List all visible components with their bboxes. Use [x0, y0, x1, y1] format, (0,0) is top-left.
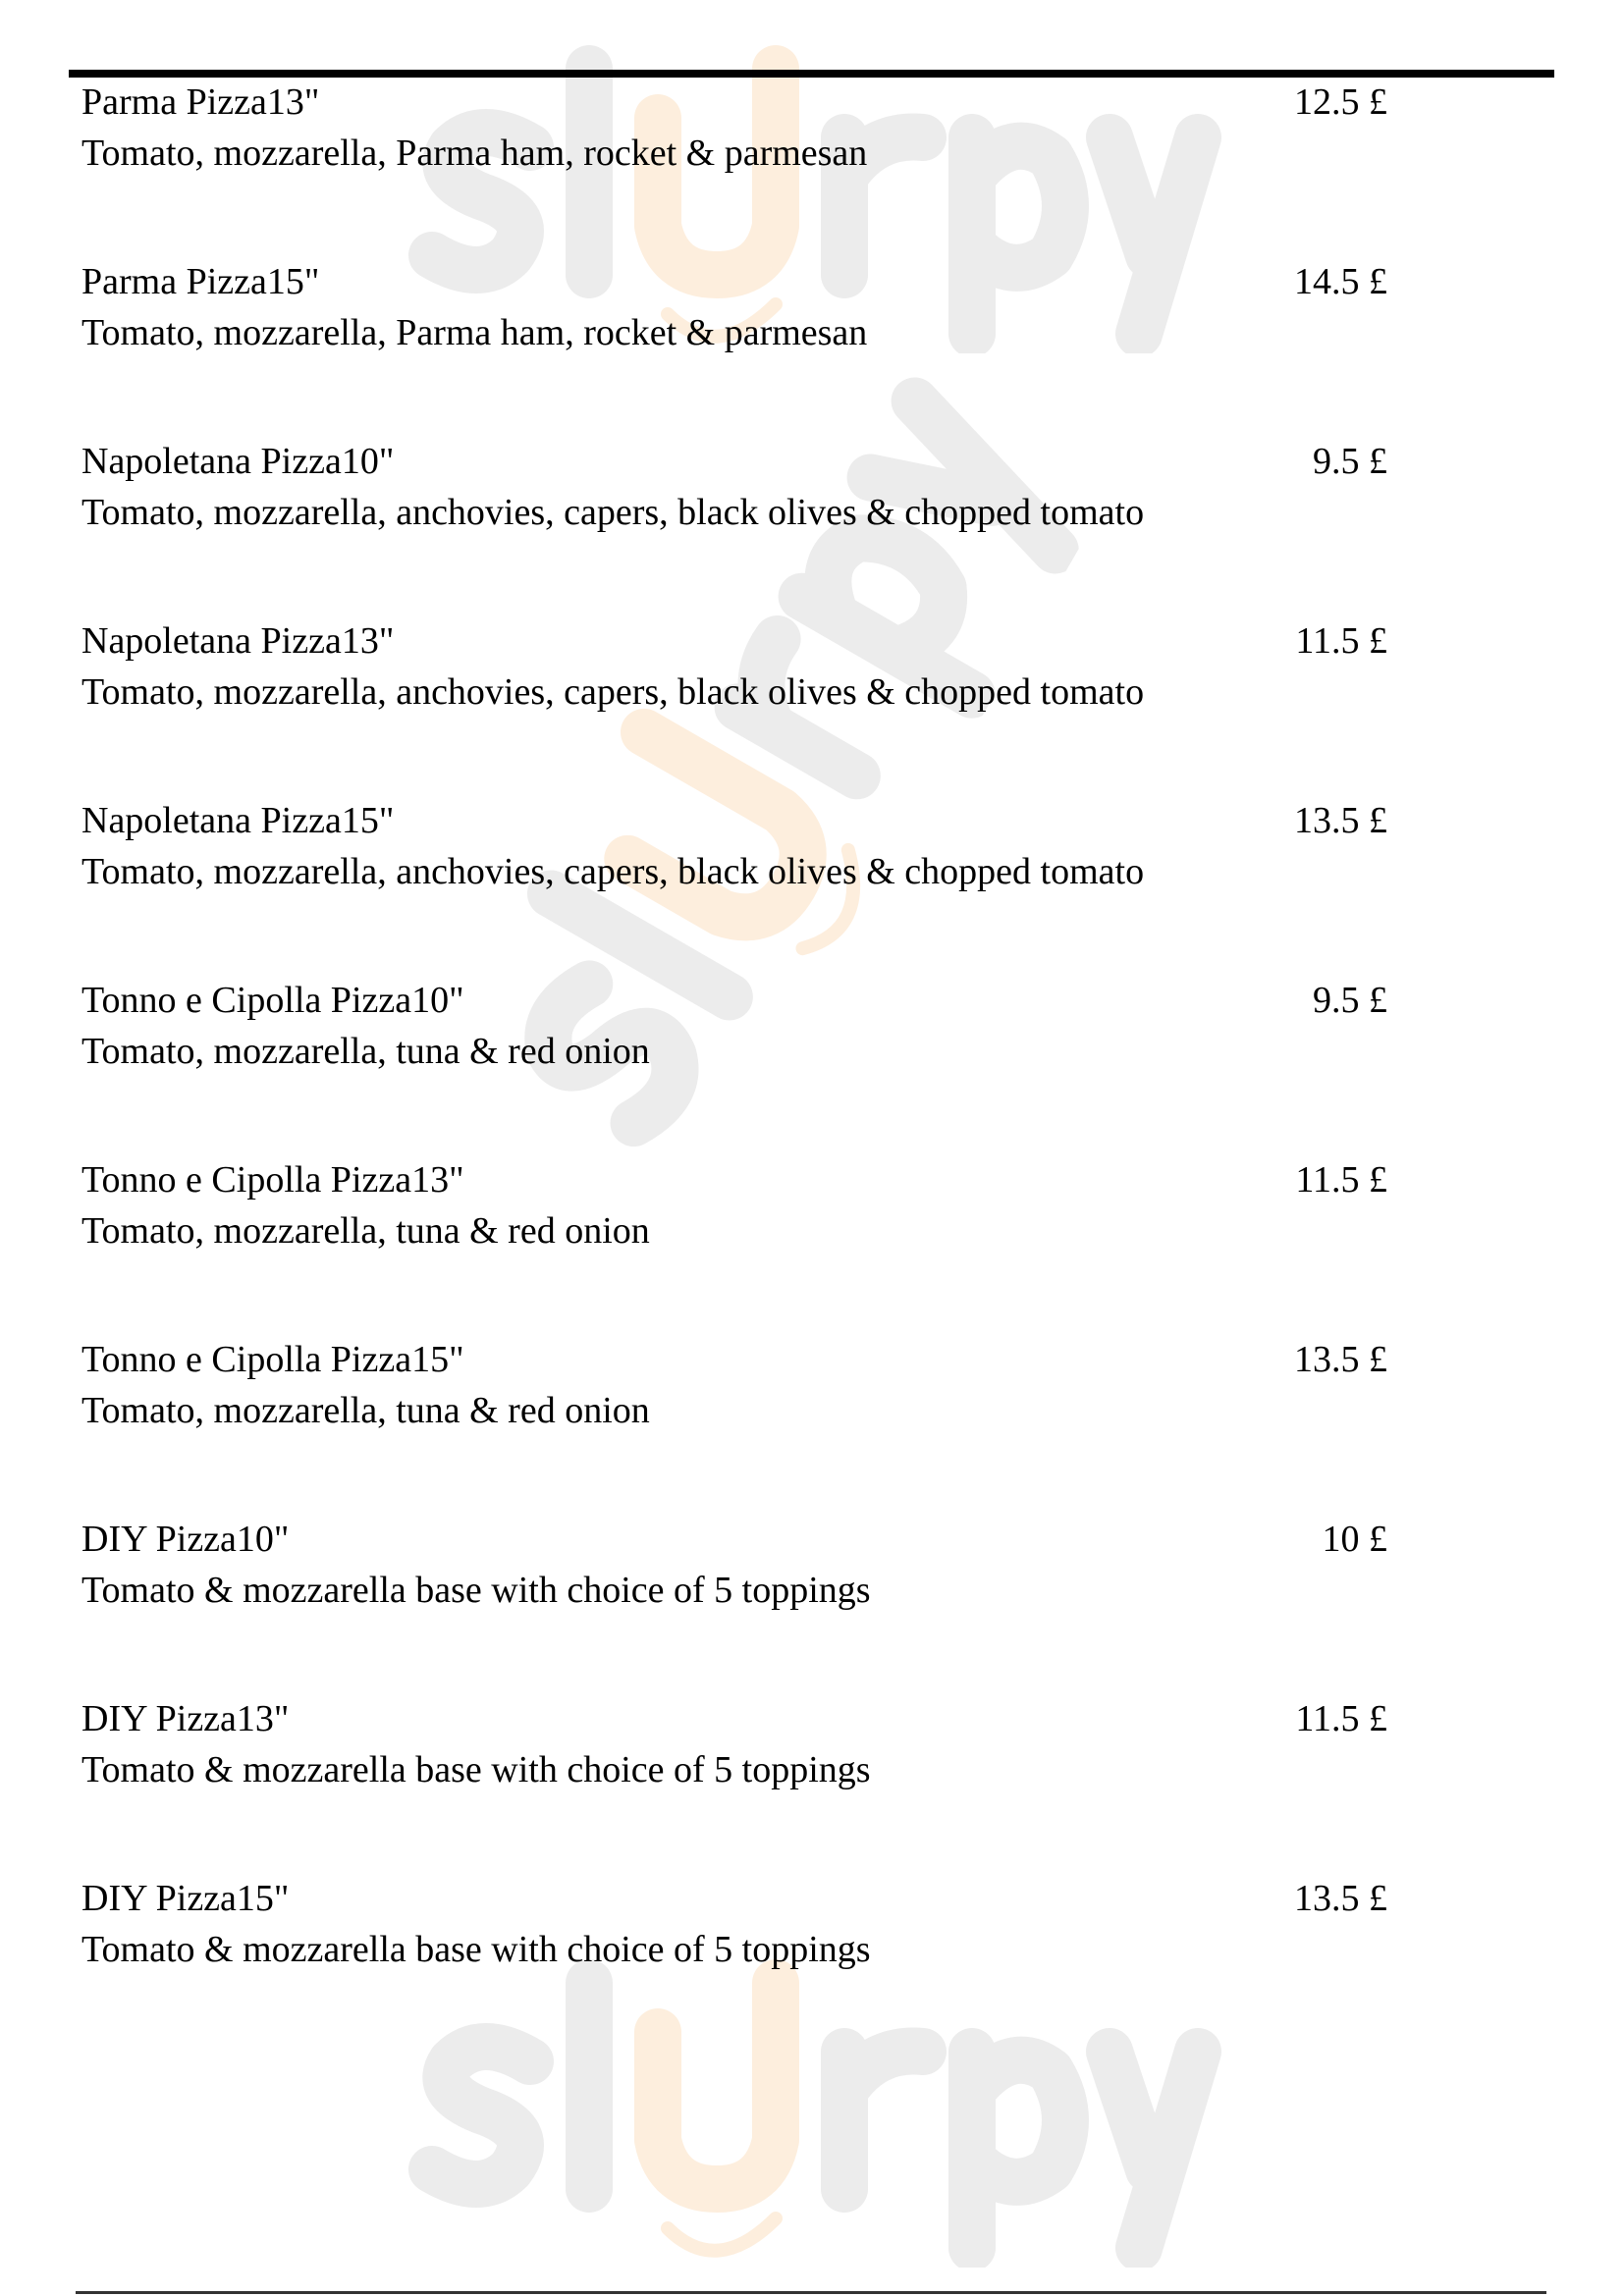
menu-item-name: DIY Pizza13": [81, 1698, 290, 1739]
menu-list: [81, 77, 1387, 2053]
menu-item-info: [81, 1154, 1171, 1256]
menu-item-price: 13.5 £: [1294, 1339, 1387, 1380]
menu-item-description: Tomato, mozzarella, Parma ham, rocket & parmesan: [81, 133, 868, 174]
menu-item-name: Tonno e Cipolla Pizza13": [81, 1159, 464, 1201]
menu-item: [81, 975, 1387, 1154]
menu-item: [81, 256, 1387, 436]
menu-item-description: Tomato & mozzarella base with choice of 5 toppings: [81, 1749, 871, 1790]
menu-item-description: Tomato, mozzarella, anchovies, capers, black olives & chopped tomato: [81, 851, 1145, 892]
menu-item-price: 14.5 £: [1294, 261, 1387, 302]
menu-item-name: Tonno e Cipolla Pizza15": [81, 1339, 464, 1380]
menu-item: [81, 77, 1387, 256]
menu-item-price: 11.5 £: [1295, 1698, 1387, 1739]
menu-item-info: [81, 1514, 1171, 1616]
menu-item-description: Tomato, mozzarella, tuna & red onion: [81, 1210, 650, 1252]
menu-item-name: Parma Pizza15": [81, 261, 320, 302]
menu-item-name: Napoletana Pizza10": [81, 441, 395, 482]
menu-item: [81, 1873, 1387, 2053]
menu-item: [81, 615, 1387, 795]
menu-item: [81, 1693, 1387, 1873]
menu-item: [81, 1334, 1387, 1514]
menu-item-info: [81, 1693, 1171, 1795]
menu-item-price: 13.5 £: [1294, 800, 1387, 841]
menu-item-description: Tomato, mozzarella, tuna & red onion: [81, 1390, 650, 1431]
menu-item: [81, 1514, 1387, 1693]
menu-item-info: [81, 1873, 1171, 1975]
menu-item-description: Tomato & mozzarella base with choice of 5 toppings: [81, 1570, 871, 1611]
menu-item: [81, 1154, 1387, 1334]
menu-item: [81, 795, 1387, 975]
menu-item-name: DIY Pizza10": [81, 1519, 290, 1560]
menu-item-info: [81, 1334, 1171, 1436]
menu-item-description: Tomato, mozzarella, anchovies, capers, black olives & chopped tomato: [81, 671, 1145, 713]
menu-item-description: Tomato, mozzarella, anchovies, capers, black olives & chopped tomato: [81, 492, 1145, 533]
menu-item: [81, 436, 1387, 615]
menu-item-price: 13.5 £: [1294, 1878, 1387, 1919]
menu-item-info: [81, 615, 1171, 718]
menu-item-info: [81, 256, 1171, 358]
menu-item-info: [81, 77, 1171, 179]
menu-item-info: [81, 795, 1171, 897]
menu-item-description: Tomato, mozzarella, Parma ham, rocket & parmesan: [81, 312, 868, 353]
menu-item-price: 11.5 £: [1295, 1159, 1387, 1201]
menu-item-info: [81, 975, 1171, 1077]
menu-item-name: DIY Pizza15": [81, 1878, 290, 1919]
menu-item-name: Parma Pizza13": [81, 81, 320, 123]
bottom-divider: [76, 2291, 1546, 2294]
menu-item-info: [81, 436, 1171, 538]
menu-item-description: Tomato, mozzarella, tuna & red onion: [81, 1031, 650, 1072]
menu-item-price: 9.5 £: [1313, 980, 1387, 1021]
menu-item-price: 10 £: [1322, 1519, 1387, 1560]
menu-item-name: Napoletana Pizza13": [81, 620, 395, 662]
menu-item-name: Tonno e Cipolla Pizza10": [81, 980, 464, 1021]
menu-item-price: 11.5 £: [1295, 620, 1387, 662]
menu-item-price: 12.5 £: [1294, 81, 1387, 123]
menu-item-name: Napoletana Pizza15": [81, 800, 395, 841]
menu-item-price: 9.5 £: [1313, 441, 1387, 482]
menu-item-description: Tomato & mozzarella base with choice of 5 toppings: [81, 1929, 871, 1970]
